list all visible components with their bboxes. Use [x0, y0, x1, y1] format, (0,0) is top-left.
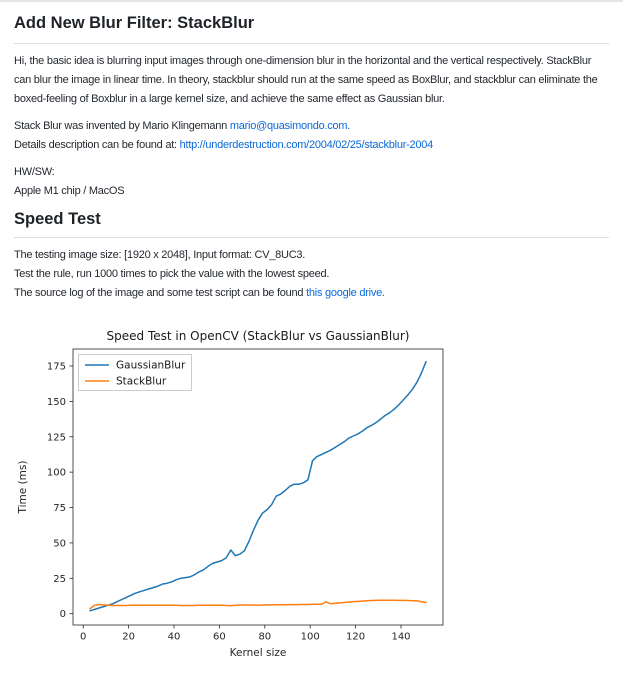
test-line3: The source log of the image and some test script can be found	[14, 287, 307, 299]
legend-label-GaussianBlur: GaussianBlur	[116, 359, 186, 372]
email-link[interactable]: mario@quasimondo.com.	[229, 120, 351, 132]
hwsw-paragraph	[14, 163, 609, 201]
page-title: Add New Blur Filter: StackBlur	[14, 2, 609, 44]
test-line1: The testing image size: [1920 x 2048], Input format: CV_8UC3.	[14, 249, 306, 261]
x-tick-label: 20	[122, 631, 135, 643]
hwsw-value: Apple M1 chip / MacOS	[14, 185, 125, 197]
y-tick-label: 100	[46, 467, 66, 479]
test-line2: Test the rule, run 1000 times to pick the value with the lowest speed.	[14, 268, 330, 280]
x-tick-label: 120	[346, 631, 366, 643]
x-tick-label: 0	[80, 631, 87, 643]
invented-text: Stack Blur was invented by Mario Klingemann	[14, 120, 230, 132]
speed-test-heading: Speed Test	[14, 209, 609, 238]
y-axis-label: Time (ms)	[17, 460, 29, 514]
y-tick-label: 75	[53, 503, 66, 515]
stackblur-article-link[interactable]: http://underdestruction.com/2004/02/25/stackblur-2004	[179, 139, 434, 151]
test-setup-paragraph	[14, 246, 609, 303]
series-line-StackBlur	[90, 600, 426, 609]
hwsw-label: HW/SW:	[14, 166, 55, 178]
x-axis-label: Kernel size	[229, 647, 287, 659]
y-tick-label: 125	[46, 432, 66, 444]
x-tick-label: 100	[300, 631, 320, 643]
y-tick-label: 50	[53, 538, 66, 550]
x-tick-label: 60	[213, 631, 226, 643]
x-tick-label: 80	[258, 631, 272, 643]
legend-label-StackBlur: StackBlur	[116, 375, 167, 388]
credits-paragraph	[14, 117, 609, 155]
details-text: Details description can be found at:	[14, 139, 180, 151]
y-tick-label: 25	[53, 573, 66, 585]
chart-svg	[14, 325, 469, 670]
google-drive-link[interactable]: this google drive.	[306, 287, 385, 299]
speed-test-chart[interactable]	[14, 325, 609, 675]
series-line-GaussianBlur	[90, 359, 426, 611]
intro-paragraph: Hi, the basic idea is blurring input images through one-dimension blur in the horizontal and the vertical respectively. StackBlur can blur the image in linear time. In theory, stackblur should run at the same speed as BoxBlur, and stackblur can eliminate the boxed-feeling of Boxblur in a large kernel size, and achieve the same effect as Gaussian blur.	[14, 55, 598, 105]
y-tick-label: 150	[46, 396, 66, 408]
x-tick-label: 40	[167, 631, 181, 643]
y-tick-label: 0	[59, 609, 66, 621]
x-tick-label: 140	[391, 631, 411, 643]
chart-title: Speed Test in OpenCV (StackBlur vs GaussianBlur)	[106, 329, 410, 343]
issue-body	[0, 2, 623, 675]
y-tick-label: 175	[46, 361, 66, 373]
